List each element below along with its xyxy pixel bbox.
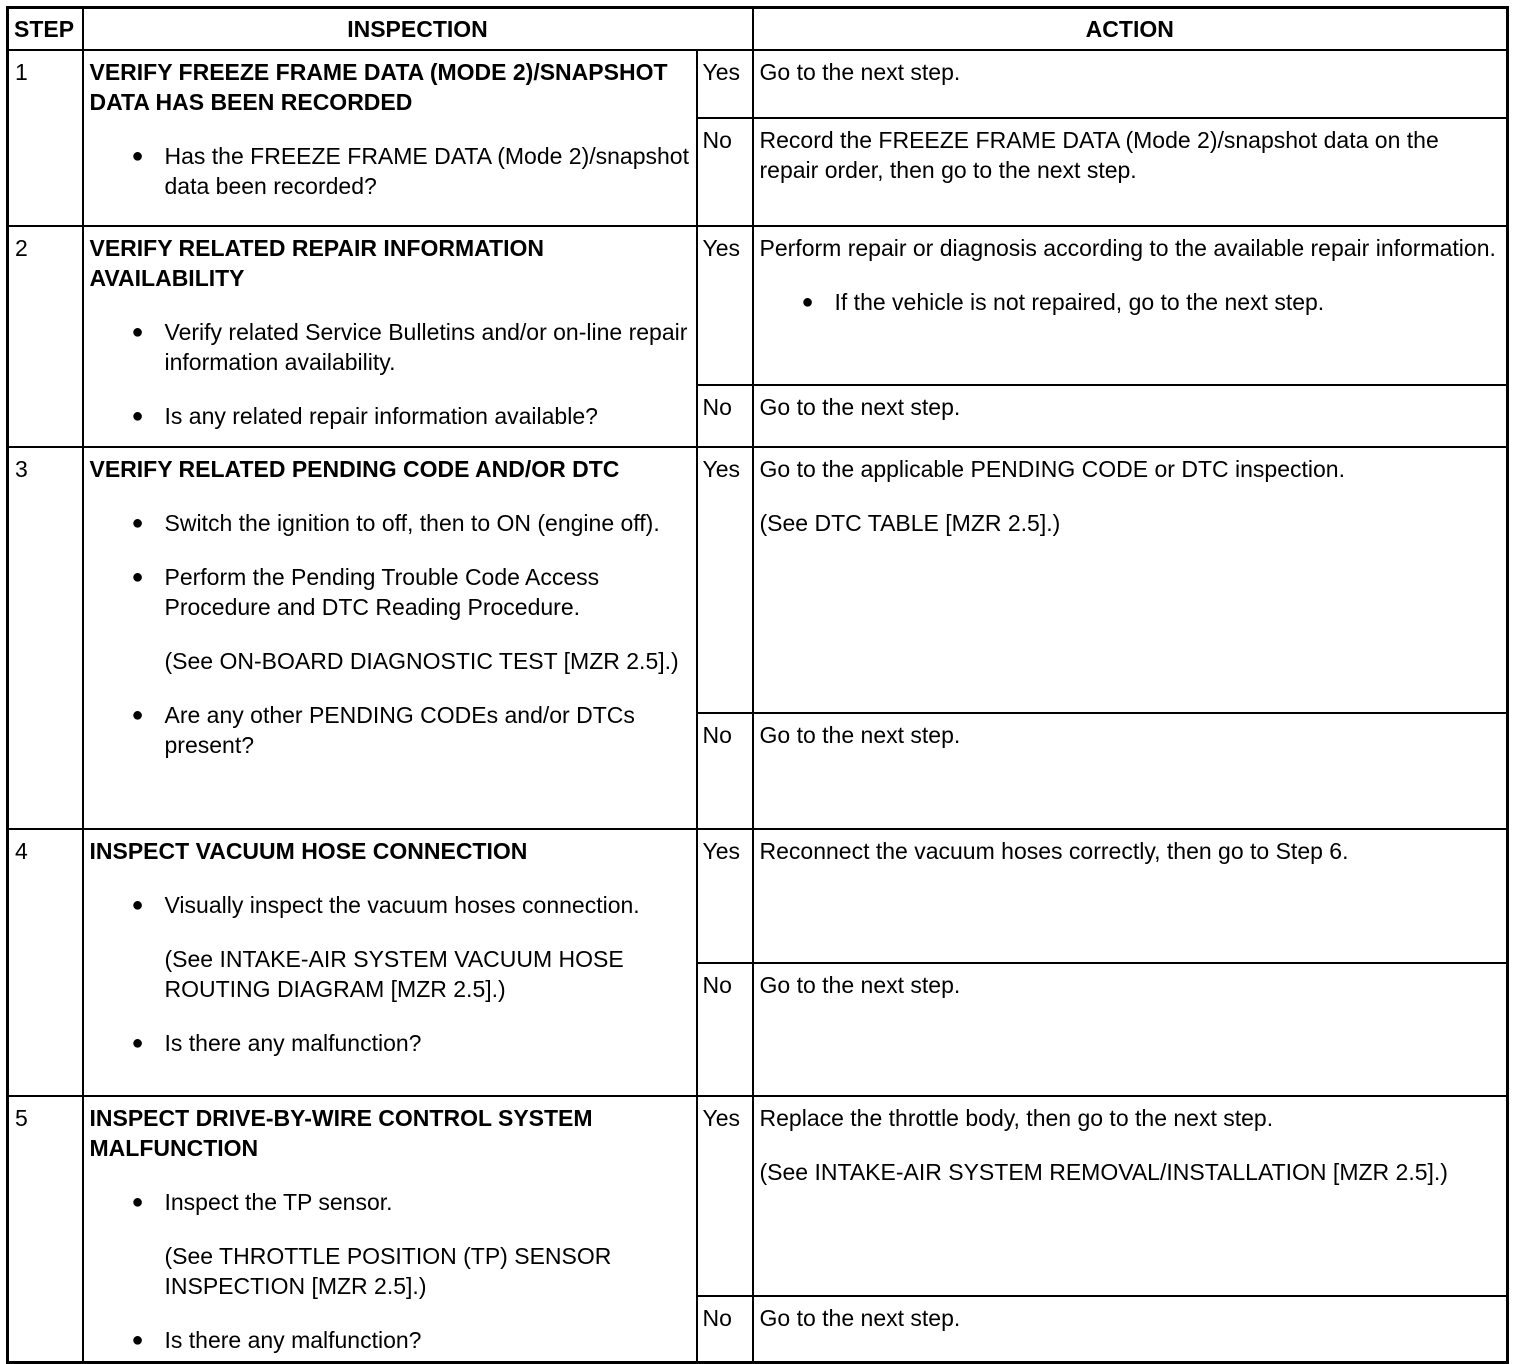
- inspection-list: [90, 1325, 690, 1355]
- no-action: [753, 963, 1508, 1096]
- yes-label: Yes: [697, 829, 753, 963]
- action-reference: (See INTAKE-AIR SYSTEM REMOVAL/INSTALLATION [MZR 2.5].): [759, 1159, 1448, 1185]
- inspection-bullet: ● Perform the Pending Trouble Code Access Procedure and DTC Reading Procedure.: [90, 562, 690, 622]
- step-title: INSPECT VACUUM HOSE CONNECTION: [89, 838, 528, 864]
- reference-note: (See ON-BOARD DIAGNOSTIC TEST [MZR 2.5].): [164, 648, 679, 674]
- no-action: [753, 118, 1508, 226]
- action-text: Reconnect the vacuum hoses correctly, then go to Step 6.: [759, 838, 1349, 864]
- yes-label: Yes: [697, 50, 753, 118]
- inspection-list: [90, 317, 690, 431]
- inspection-cell: [83, 829, 697, 1096]
- action-text: Go to the next step.: [759, 59, 961, 85]
- inspection-cell: [83, 226, 697, 447]
- inspection-bullet: ● Visually inspect the vacuum hoses connection.: [90, 890, 690, 920]
- yes-action: [753, 50, 1508, 118]
- inspection-cell: [83, 1096, 697, 1362]
- step-3-yes-row: [8, 447, 1508, 713]
- step-title: VERIFY RELATED PENDING CODE AND/OR DTC: [89, 456, 620, 482]
- action-text: Go to the next step.: [759, 722, 961, 748]
- no-label: No: [697, 963, 753, 1096]
- inspection-bullet: ● Are any other PENDING CODEs and/or DTCs present?: [90, 700, 690, 760]
- action-text: Go to the next step.: [759, 972, 961, 998]
- step-title: VERIFY RELATED REPAIR INFORMATION AVAILABILITY: [89, 235, 544, 291]
- inspection-cell: [83, 50, 697, 226]
- inspection-header: INSPECTION: [83, 8, 753, 51]
- yes-label: Yes: [697, 447, 753, 713]
- inspection-bullet: ● Is there any malfunction?: [90, 1325, 690, 1355]
- yes-label: Yes: [697, 1096, 753, 1296]
- inspection-bullet: ● Inspect the TP sensor.: [90, 1187, 690, 1217]
- action-list: [760, 287, 1501, 317]
- reference-note: (See INTAKE-AIR SYSTEM VACUUM HOSE ROUTING DIAGRAM [MZR 2.5].): [164, 946, 624, 1002]
- action-text: Go to the next step.: [759, 1305, 961, 1331]
- step-title: INSPECT DRIVE-BY-WIRE CONTROL SYSTEM MALFUNCTION: [89, 1105, 593, 1161]
- step-1-yes-row: [8, 50, 1508, 118]
- yes-label: Yes: [697, 226, 753, 385]
- step-2-yes-row: [8, 226, 1508, 385]
- action-bullet: ● If the vehicle is not repaired, go to the next step.: [760, 287, 1501, 317]
- action-text: Record the FREEZE FRAME DATA (Mode 2)/snapshot data on the repair order, then go to the next step.: [759, 126, 1439, 183]
- yes-action: [753, 226, 1508, 385]
- diagnostic-table: [6, 6, 1509, 1364]
- inspection-list: [90, 890, 690, 920]
- inspection-list: [90, 508, 690, 622]
- action-text: Perform repair or diagnosis according to the available repair information.: [759, 235, 1496, 261]
- yes-action: [753, 1096, 1508, 1296]
- reference-note: (See THROTTLE POSITION (TP) SENSOR INSPECTION [MZR 2.5].): [164, 1243, 612, 1299]
- step-4-yes-row: [8, 829, 1508, 963]
- inspection-bullet: ● Switch the ignition to off, then to ON (engine off).: [90, 508, 690, 538]
- action-text: Go to the next step.: [759, 394, 961, 420]
- action-text: Go to the applicable PENDING CODE or DTC inspection.: [759, 456, 1345, 482]
- inspection-bullet: ● Has the FREEZE FRAME DATA (Mode 2)/snapshot data been recorded?: [90, 141, 690, 201]
- header-row: [8, 8, 1508, 51]
- yes-action: [753, 447, 1508, 713]
- inspection-list: [90, 141, 690, 201]
- action-header: ACTION: [753, 8, 1508, 51]
- yes-action: [753, 829, 1508, 963]
- step-number: 4: [8, 829, 83, 1096]
- no-label: No: [697, 385, 753, 447]
- inspection-bullet: ● Is there any malfunction?: [90, 1028, 690, 1058]
- inspection-bullet: ● Is any related repair information available?: [90, 401, 690, 431]
- no-action: [753, 1296, 1508, 1362]
- step-5-yes-row: [8, 1096, 1508, 1296]
- step-number: 3: [8, 447, 83, 829]
- inspection-bullet: ● Verify related Service Bulletins and/or on-line repair information availability.: [90, 317, 690, 377]
- step-number: 1: [8, 50, 83, 226]
- action-reference: (See DTC TABLE [MZR 2.5].): [759, 510, 1061, 536]
- no-action: [753, 713, 1508, 829]
- no-label: No: [697, 118, 753, 226]
- step-title: VERIFY FREEZE FRAME DATA (MODE 2)/SNAPSHOT DATA HAS BEEN RECORDED: [89, 59, 668, 115]
- inspection-list: [90, 700, 690, 760]
- action-text: Replace the throttle body, then go to the next step.: [759, 1105, 1274, 1131]
- no-label: No: [697, 713, 753, 829]
- no-action: [753, 385, 1508, 447]
- inspection-list: [90, 1028, 690, 1058]
- step-number: 5: [8, 1096, 83, 1362]
- diagnostic-procedure-page: [6, 6, 1506, 1353]
- inspection-list: [90, 1187, 690, 1217]
- step-header: STEP: [8, 8, 83, 51]
- no-label: No: [697, 1296, 753, 1362]
- inspection-cell: [83, 447, 697, 829]
- step-number: 2: [8, 226, 83, 447]
